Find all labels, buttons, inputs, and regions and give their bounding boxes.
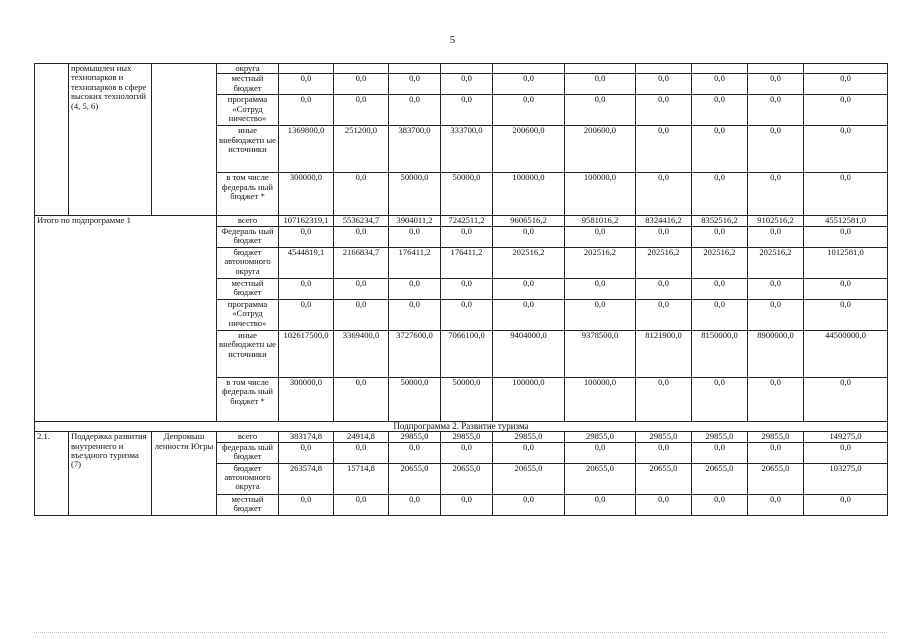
value-cell: 0,0 [565, 95, 636, 126]
value-cell: 200600,0 [493, 126, 565, 173]
value-cell [565, 64, 636, 74]
executor-cell [152, 64, 217, 216]
value-cell: 0,0 [565, 278, 636, 299]
value-cell: 0,0 [804, 299, 888, 330]
value-cell: 0,0 [636, 126, 692, 173]
value-cell: 20655,0 [636, 463, 692, 494]
value-cell: 1369800,0 [279, 126, 334, 173]
source-label: бюджет автономного округа [217, 463, 279, 494]
value-cell: 9102516,2 [748, 216, 804, 226]
value-cell: 149275,0 [804, 432, 888, 442]
value-cell: 300000,0 [279, 377, 334, 421]
value-cell: 20655,0 [441, 463, 493, 494]
value-cell: 29855,0 [493, 432, 565, 442]
table-row [35, 432, 888, 442]
source-label: иные внебюджетн ые источники [217, 330, 279, 377]
value-cell: 0,0 [748, 494, 804, 515]
value-cell: 0,0 [493, 226, 565, 247]
value-cell: 0,0 [565, 226, 636, 247]
value-cell: 176411,2 [441, 247, 493, 278]
value-cell: 0,0 [493, 95, 565, 126]
value-cell: 0,0 [748, 226, 804, 247]
value-cell: 0,0 [748, 173, 804, 216]
source-label: программа «Сотруд ничество» [217, 95, 279, 126]
value-cell: 0,0 [636, 226, 692, 247]
source-label: Федераль ный бюджет [217, 226, 279, 247]
value-cell: 8324416,2 [636, 216, 692, 226]
value-cell: 0,0 [441, 278, 493, 299]
value-cell: 0,0 [389, 442, 441, 463]
source-label: местный бюджет [217, 74, 279, 95]
value-cell: 383700,0 [389, 126, 441, 173]
value-cell [334, 64, 389, 74]
value-cell: 3369400,0 [334, 330, 389, 377]
source-label: бюджет автономного округа [217, 247, 279, 278]
value-cell: 5536234,7 [334, 216, 389, 226]
value-cell: 0,0 [748, 442, 804, 463]
value-cell: 0,0 [279, 278, 334, 299]
value-cell: 0,0 [334, 377, 389, 421]
value-cell: 0,0 [334, 173, 389, 216]
value-cell: 0,0 [804, 377, 888, 421]
value-cell: 29855,0 [692, 432, 748, 442]
value-cell: 100000,0 [565, 173, 636, 216]
item-label: промышлен ных технопарков и технопарков в сфере высоких технологий (4, 5, 6) [69, 64, 152, 216]
value-cell: 29855,0 [748, 432, 804, 442]
value-cell: 0,0 [804, 95, 888, 126]
value-cell: 0,0 [692, 278, 748, 299]
value-cell [441, 64, 493, 74]
value-cell: 263574,8 [279, 463, 334, 494]
value-cell [493, 64, 565, 74]
value-cell: 0,0 [389, 299, 441, 330]
value-cell: 0,0 [279, 494, 334, 515]
value-cell: 0,0 [636, 95, 692, 126]
value-cell: 0,0 [804, 494, 888, 515]
value-cell: 8352516,2 [692, 216, 748, 226]
value-cell: 0,0 [389, 95, 441, 126]
value-cell: 0,0 [334, 226, 389, 247]
value-cell: 100000,0 [565, 377, 636, 421]
value-cell: 100000,0 [493, 377, 565, 421]
value-cell: 20655,0 [493, 463, 565, 494]
value-cell: 0,0 [748, 126, 804, 173]
value-cell: 20655,0 [748, 463, 804, 494]
value-cell: 202516,2 [692, 247, 748, 278]
source-label: в том числе федераль ный бюджет * [217, 377, 279, 421]
scan-edge [34, 632, 887, 633]
value-cell: 0,0 [389, 494, 441, 515]
value-cell: 45512581,0 [804, 216, 888, 226]
value-cell: 8121900,0 [636, 330, 692, 377]
value-cell: 103275,0 [804, 463, 888, 494]
value-cell: 0,0 [636, 74, 692, 95]
value-cell: 50000,0 [441, 173, 493, 216]
source-label: местный бюджет [217, 494, 279, 515]
value-cell: 3904011,2 [389, 216, 441, 226]
value-cell: 0,0 [804, 126, 888, 173]
table-body [35, 64, 888, 516]
value-cell: 29855,0 [636, 432, 692, 442]
value-cell: 15714,8 [334, 463, 389, 494]
value-cell: 7242511,2 [441, 216, 493, 226]
value-cell [692, 64, 748, 74]
value-cell: 0,0 [748, 74, 804, 95]
value-cell: 200600,0 [565, 126, 636, 173]
value-cell: 9404000,0 [493, 330, 565, 377]
value-cell: 24914,8 [334, 432, 389, 442]
value-cell: 0,0 [692, 95, 748, 126]
value-cell: 0,0 [279, 299, 334, 330]
value-cell [748, 64, 804, 74]
value-cell: 0,0 [389, 278, 441, 299]
table-row [35, 64, 888, 74]
value-cell: 50000,0 [441, 377, 493, 421]
value-cell: 0,0 [334, 494, 389, 515]
value-cell: 0,0 [441, 494, 493, 515]
value-cell: 20655,0 [389, 463, 441, 494]
value-cell: 0,0 [692, 299, 748, 330]
value-cell: 4544819,1 [279, 247, 334, 278]
value-cell: 0,0 [565, 74, 636, 95]
source-label: всего [217, 216, 279, 226]
value-cell: 383174,8 [279, 432, 334, 442]
value-cell: 0,0 [692, 74, 748, 95]
source-label: округа [217, 64, 279, 74]
value-cell: 100000,0 [493, 173, 565, 216]
value-cell: 0,0 [636, 377, 692, 421]
value-cell: 251200,0 [334, 126, 389, 173]
source-label: федераль ный бюджет [217, 442, 279, 463]
section-heading: Подпрограмма 2. Развитие туризма [35, 421, 888, 431]
value-cell: 202516,2 [493, 247, 565, 278]
value-cell: 0,0 [636, 173, 692, 216]
value-cell [389, 64, 441, 74]
value-cell: 102617500,0 [279, 330, 334, 377]
executor-label: Депромыш ленности Югры [152, 432, 217, 515]
value-cell [804, 64, 888, 74]
value-cell: 0,0 [279, 95, 334, 126]
value-cell: 0,0 [748, 278, 804, 299]
value-cell: 0,0 [636, 494, 692, 515]
value-cell: 0,0 [692, 442, 748, 463]
value-cell: 0,0 [279, 442, 334, 463]
value-cell: 8150000,0 [692, 330, 748, 377]
value-cell: 9606516,2 [493, 216, 565, 226]
value-cell: 202516,2 [565, 247, 636, 278]
value-cell: 0,0 [441, 95, 493, 126]
value-cell [279, 64, 334, 74]
value-cell: 0,0 [804, 74, 888, 95]
value-cell: 333700,0 [441, 126, 493, 173]
value-cell: 2166834,7 [334, 247, 389, 278]
value-cell: 0,0 [692, 173, 748, 216]
value-cell: 50000,0 [389, 173, 441, 216]
value-cell: 8900000,0 [748, 330, 804, 377]
source-label: программа «Сотруд ничество» [217, 299, 279, 330]
value-cell: 0,0 [748, 299, 804, 330]
value-cell: 7066100,0 [441, 330, 493, 377]
value-cell: 0,0 [636, 442, 692, 463]
value-cell: 0,0 [389, 226, 441, 247]
value-cell: 50000,0 [389, 377, 441, 421]
value-cell: 0,0 [565, 494, 636, 515]
page-number: 5 [449, 34, 456, 46]
value-cell: 0,0 [493, 299, 565, 330]
value-cell: 9581016,2 [565, 216, 636, 226]
value-cell: 202516,2 [636, 247, 692, 278]
value-cell: 300000,0 [279, 173, 334, 216]
value-cell: 1012581,0 [804, 247, 888, 278]
value-cell [636, 64, 692, 74]
value-cell: 0,0 [748, 95, 804, 126]
value-cell: 29855,0 [565, 432, 636, 442]
value-cell: 3727600,0 [389, 330, 441, 377]
value-cell: 29855,0 [389, 432, 441, 442]
value-cell: 0,0 [441, 299, 493, 330]
value-cell: 0,0 [804, 226, 888, 247]
value-cell: 0,0 [692, 377, 748, 421]
source-label: всего [217, 432, 279, 442]
value-cell: 0,0 [334, 442, 389, 463]
value-cell: 0,0 [493, 442, 565, 463]
value-cell: 107162319,1 [279, 216, 334, 226]
value-cell: 0,0 [636, 299, 692, 330]
value-cell: 44500000,0 [804, 330, 888, 377]
value-cell: 0,0 [441, 74, 493, 95]
value-cell: 20655,0 [565, 463, 636, 494]
value-cell: 20655,0 [692, 463, 748, 494]
value-cell: 0,0 [493, 74, 565, 95]
source-label: в том числе федераль ный бюджет * [217, 173, 279, 216]
value-cell: 0,0 [334, 278, 389, 299]
budget-table [34, 63, 888, 516]
value-cell: 0,0 [334, 299, 389, 330]
value-cell: 176411,2 [389, 247, 441, 278]
value-cell: 0,0 [389, 74, 441, 95]
value-cell: 0,0 [804, 173, 888, 216]
item-number-cell [35, 64, 69, 216]
value-cell: 0,0 [748, 377, 804, 421]
value-cell: 0,0 [692, 226, 748, 247]
value-cell: 29855,0 [441, 432, 493, 442]
value-cell: 0,0 [804, 278, 888, 299]
table-row [35, 216, 888, 226]
section-row [35, 421, 888, 431]
item-label: Поддержка развития внутреннего и въездного туризма (7) [69, 432, 152, 515]
value-cell: 0,0 [692, 494, 748, 515]
value-cell: 9378500,0 [565, 330, 636, 377]
source-label: иные внебюджетн ые источники [217, 126, 279, 173]
item-number: 2.1. [35, 432, 69, 515]
value-cell: 0,0 [334, 95, 389, 126]
value-cell: 0,0 [493, 278, 565, 299]
value-cell: 0,0 [692, 126, 748, 173]
value-cell: 0,0 [279, 226, 334, 247]
value-cell: 0,0 [441, 226, 493, 247]
value-cell: 0,0 [565, 299, 636, 330]
value-cell: 0,0 [279, 74, 334, 95]
value-cell: 0,0 [441, 442, 493, 463]
value-cell: 0,0 [334, 74, 389, 95]
value-cell: 0,0 [804, 442, 888, 463]
total-label: Итого по подпрограмме 1 [35, 216, 217, 421]
value-cell: 0,0 [565, 442, 636, 463]
value-cell: 0,0 [636, 278, 692, 299]
source-label: местный бюджет [217, 278, 279, 299]
value-cell: 202516,2 [748, 247, 804, 278]
value-cell: 0,0 [493, 494, 565, 515]
